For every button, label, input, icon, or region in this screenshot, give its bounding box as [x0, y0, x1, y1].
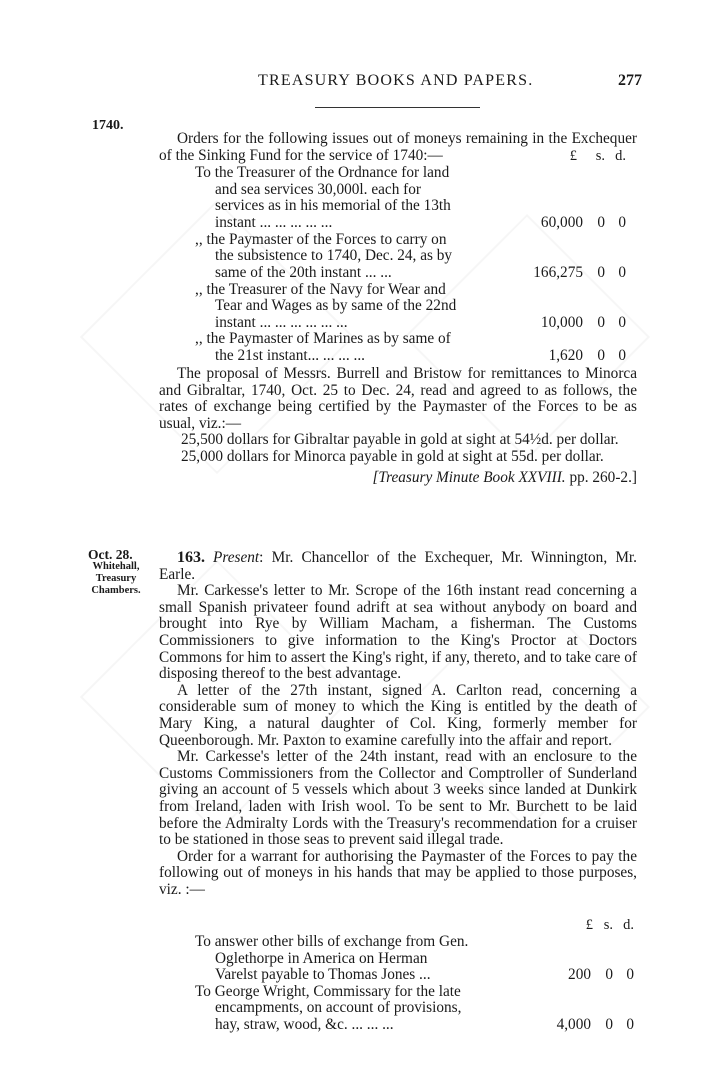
- amount-shillings: 0: [605, 1015, 613, 1033]
- order-item: ,, the Treasurer of the Navy for Wear and Tear and Wages as by same of the 22nd instant ... ... ... ... ... ... 10,000 0 0: [195, 280, 626, 331]
- order-item: ,, the Paymaster of the Forces to carry on the subsistence to 1740, Dec. 24, as by same of the 20th instant ... ... 166,275 0 0: [195, 230, 626, 282]
- amount-pence: 0: [626, 966, 634, 984]
- proposal-section: The proposal of Messrs. Burrell and Bristow for remittances to Minorca and Gibraltar, 1740, Oct. 25 to Dec. 24, read and agreed to as follows, the rates of exchange being certified by the Paymaster of the Forces to be as usual, viz.:— 25,500 dollars for Gibraltar payable in gold at sight at 54½d. per dollar. 25,000 dollars for Minorca payable in gold at sight at 55d. per dollar. [Treasury Minute Book XXVIII. pp. 260-2.]: [159, 365, 637, 486]
- amount-pounds: 200: [568, 966, 591, 984]
- column-header-pence: d.: [615, 148, 626, 165]
- amount-pounds: 166,275: [533, 264, 583, 282]
- entry-163-present: 163. Present: Mr. Chancellor of the Exchequer, Mr. Winnington, Mr. Earle.: [159, 549, 637, 583]
- column-header-shillings: s.: [603, 917, 613, 934]
- orders-table-2: [195, 917, 639, 1034]
- amount-pence: 0: [626, 1015, 634, 1033]
- margin-date-place: Oct. 28. Whitehall, Treasury Chambers.: [88, 547, 141, 596]
- amount-pounds: 60,000: [540, 213, 583, 231]
- amount-shillings: 0: [605, 966, 613, 984]
- amount-pence: 0: [618, 313, 626, 331]
- margin-year: 1740.: [92, 118, 124, 133]
- column-header-pounds: £: [585, 917, 593, 934]
- orders-intro: Orders for the following issues out of moneys remaining in the Exchequer of the Sinking Fund for the service of 1740:—: [159, 130, 637, 164]
- amount-shillings: 0: [597, 347, 605, 365]
- amount-shillings: 0: [597, 213, 605, 231]
- order-item: To the Treasurer of the Ordnance for land and sea services 30,000l. each for services as in his memorial of the 13th instant ... ... ... ... ... 60,000 0 0: [195, 164, 626, 231]
- column-header-shillings: s.: [595, 148, 605, 165]
- amount-pounds: 4,000: [556, 1015, 591, 1033]
- entry-163: 163. Present: Mr. Chancellor of the Exchequer, Mr. Winnington, Mr. Earle. Mr. Carkesse's letter to Mr. Scrope of the 16th instant read concerning a small Spanish privateer found adrift at sea without anybody on board and brought into Rye by William Macham, a fisherman. The Customs Commissioners to give information to the King's Proctor at Doctors Commons for him to assert the King's right, if any, thereto, and to take care of disposing thereof to the best advantage. A letter of the 27th instant, signed A. Carlton read, concerning a considerable sum of money to which the King is entitled by the death of Mary King, a natural daughter of Col. King, formerly member for Queenborough. Mr. Paxton to examine carefully into the affair and report. Mr. Carkesse's letter of the 24th instant, read with an enclosure to the Customs Commissioners from the Collector and Comptroller of Sunderland giving an account of 5 vessels which about 3 weeks since landed at Dunkirk from Ireland, laden with Irish wool. To be sent to Mr. Burchett to be laid before the Admiralty Lords with the Treasury's recommendation for a cruiser to be stationed in those seas to prevent said illegal trade. Order for a warrant for authorising the Paymaster of the Forces to pay the following out of moneys in his hands that may be applied to those purposes, viz. :—: [159, 549, 637, 898]
- column-header-pounds: £: [569, 148, 577, 165]
- running-title: TREASURY BOOKS AND PAPERS.: [258, 72, 534, 89]
- entry-number: 163.: [177, 549, 205, 566]
- orders-table-1: [195, 148, 631, 365]
- page-number: 277: [618, 72, 642, 89]
- amount-pence: 0: [618, 264, 626, 282]
- page-header: [150, 72, 642, 94]
- amount-shillings: 0: [597, 313, 605, 331]
- amount-pounds: 1,620: [548, 347, 583, 365]
- order-item: To answer other bills of exchange from Gen. Oglethorpe in America on Herman Varelst payable to Thomas Jones ... 200 0 0: [195, 933, 634, 984]
- source-reference: [Treasury Minute Book XXVIII. pp. 260-2.]: [372, 468, 637, 486]
- amount-shillings: 0: [597, 264, 605, 282]
- column-header-pence: d.: [623, 917, 634, 934]
- header-rule: [315, 107, 480, 108]
- amount-pence: 0: [618, 347, 626, 365]
- order-item: ,, the Paymaster of Marines as by same of the 21st instant... ... ... ... 1,620 0 0: [195, 330, 626, 365]
- amount-pence: 0: [618, 213, 626, 231]
- amount-pounds: 10,000: [540, 313, 583, 331]
- order-item: To George Wright, Commissary for the late encampments, on account of provisions, hay, straw, wood, &c. ... ... ... 4,000 0 0: [195, 982, 634, 1033]
